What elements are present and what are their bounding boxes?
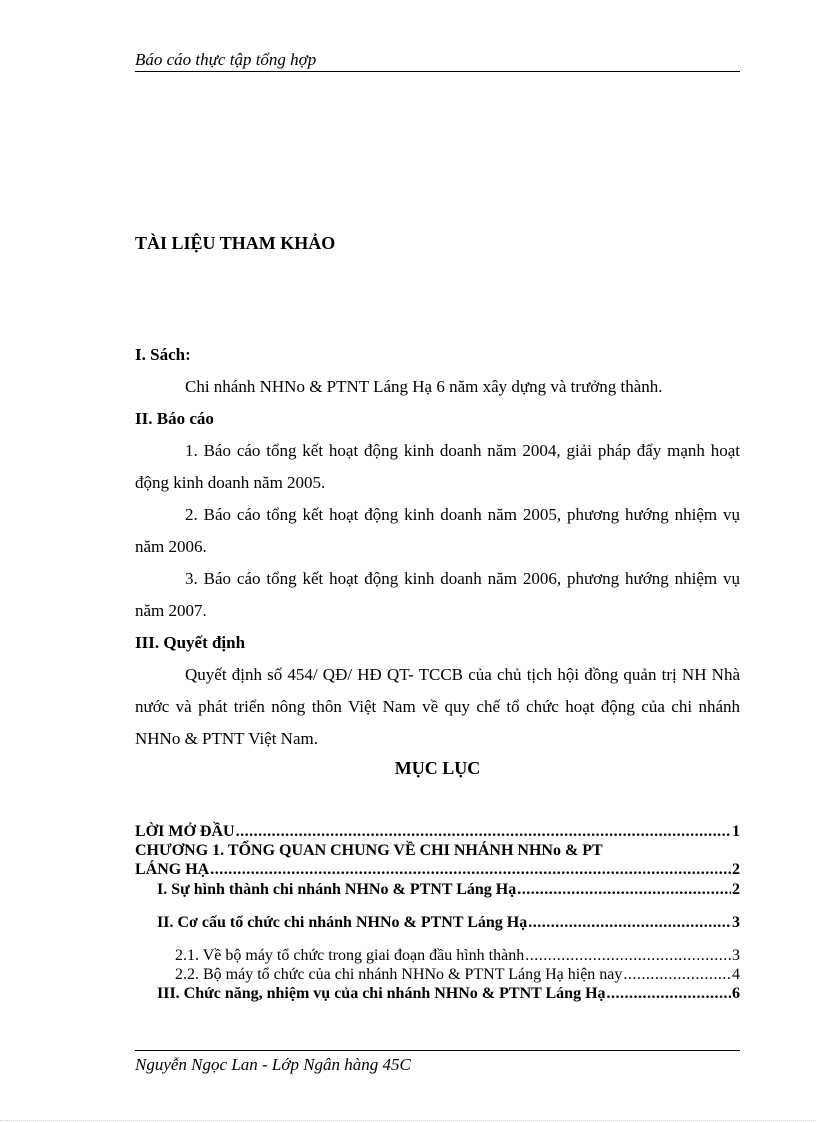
section-books-heading: I. Sách: <box>135 345 191 364</box>
toc-entry-section-3[interactable] <box>135 984 740 1003</box>
toc-entry-page: 2 <box>732 861 740 878</box>
toc-leader-dots <box>623 965 731 984</box>
decision-item: Quyết định số 454/ QĐ/ HĐ QT- TCCB của chủ tịch hội đồng quản trị NH Nhà nước và phát triển nông thôn Việt Nam về quy chế tổ chức hoạt động của chi nhánh NHNo & PTNT Việt Nam. <box>135 665 740 748</box>
toc-leader-dots <box>528 913 731 932</box>
toc-entry-page: 4 <box>732 966 740 983</box>
toc-leader-dots <box>525 946 731 965</box>
report-item-1: 1. Báo cáo tổng kết hoạt động kinh doanh năm 2004, giải pháp đẩy mạnh hoạt động kinh doanh năm 2005. <box>135 441 740 492</box>
toc-entry-page: 1 <box>732 823 740 840</box>
book-item: Chi nhánh NHNo & PTNT Láng Hạ 6 năm xây dựng và trưởng thành. <box>185 377 663 396</box>
toc-leader-dots <box>607 984 731 1003</box>
toc-title: MỤC LỤC <box>394 758 481 778</box>
toc-entry-section-1[interactable] <box>135 880 740 899</box>
toc-leader-dots <box>517 880 731 899</box>
toc-entry-page: 3 <box>732 947 740 964</box>
toc-entry-text-line2: LÁNG HẠ <box>135 861 210 878</box>
toc-entry-chapter1[interactable] <box>135 841 740 879</box>
table-of-contents <box>135 822 740 1003</box>
page-header: Báo cáo thực tập tổng hợp <box>135 50 740 72</box>
page-title: TÀI LIỆU THAM KHẢO <box>135 233 336 253</box>
toc-entry-page: 2 <box>732 881 740 898</box>
toc-entry-text: 2.1. Về bộ máy tổ chức trong giai đoạn đầu hình thành <box>175 947 525 964</box>
section-decisions-heading: III. Quyết định <box>135 633 246 652</box>
toc-entry-section-2[interactable] <box>135 913 740 932</box>
toc-entry-text-line1: CHƯƠNG 1. TỔNG QUAN CHUNG VỀ CHI NHÁNH NHNo & PT <box>135 842 603 859</box>
page-edge-divider <box>0 1120 816 1122</box>
toc-entry-text: II. Cơ cấu tổ chức chi nhánh NHNo & PTNT Láng Hạ <box>157 914 528 931</box>
section-books <box>135 339 740 755</box>
toc-leader-dots <box>236 822 731 841</box>
toc-entry-intro[interactable] <box>135 822 740 841</box>
toc-entry-text: LỜI MỞ ĐẦU <box>135 823 235 840</box>
toc-entry-subsection-2-2[interactable] <box>135 965 740 984</box>
page-footer: Nguyễn Ngọc Lan - Lớp Ngân hàng 45C <box>135 1050 740 1075</box>
toc-leader-dots <box>210 860 731 879</box>
section-reports-heading: II. Báo cáo <box>135 409 214 428</box>
toc-entry-text: 2.2. Bộ máy tổ chức của chi nhánh NHNo & PTNT Láng Hạ hiện nay <box>175 966 623 983</box>
toc-entry-text: III. Chức năng, nhiệm vụ của chi nhánh NHNo & PTNT Láng Hạ <box>157 985 606 1002</box>
toc-entry-text: I. Sự hình thành chi nhánh NHNo & PTNT Láng Hạ <box>157 881 517 898</box>
toc-entry-subsection-2-1[interactable] <box>135 946 740 965</box>
toc-entry-page: 6 <box>732 985 740 1002</box>
report-item-2: 2. Báo cáo tổng kết hoạt động kinh doanh năm 2005, phương hướng nhiệm vụ năm 2006. <box>135 505 740 556</box>
toc-entry-page: 3 <box>732 914 740 931</box>
report-item-3: 3. Báo cáo tổng kết hoạt động kinh doanh năm 2006, phương hướng nhiệm vụ năm 2007. <box>135 569 740 620</box>
